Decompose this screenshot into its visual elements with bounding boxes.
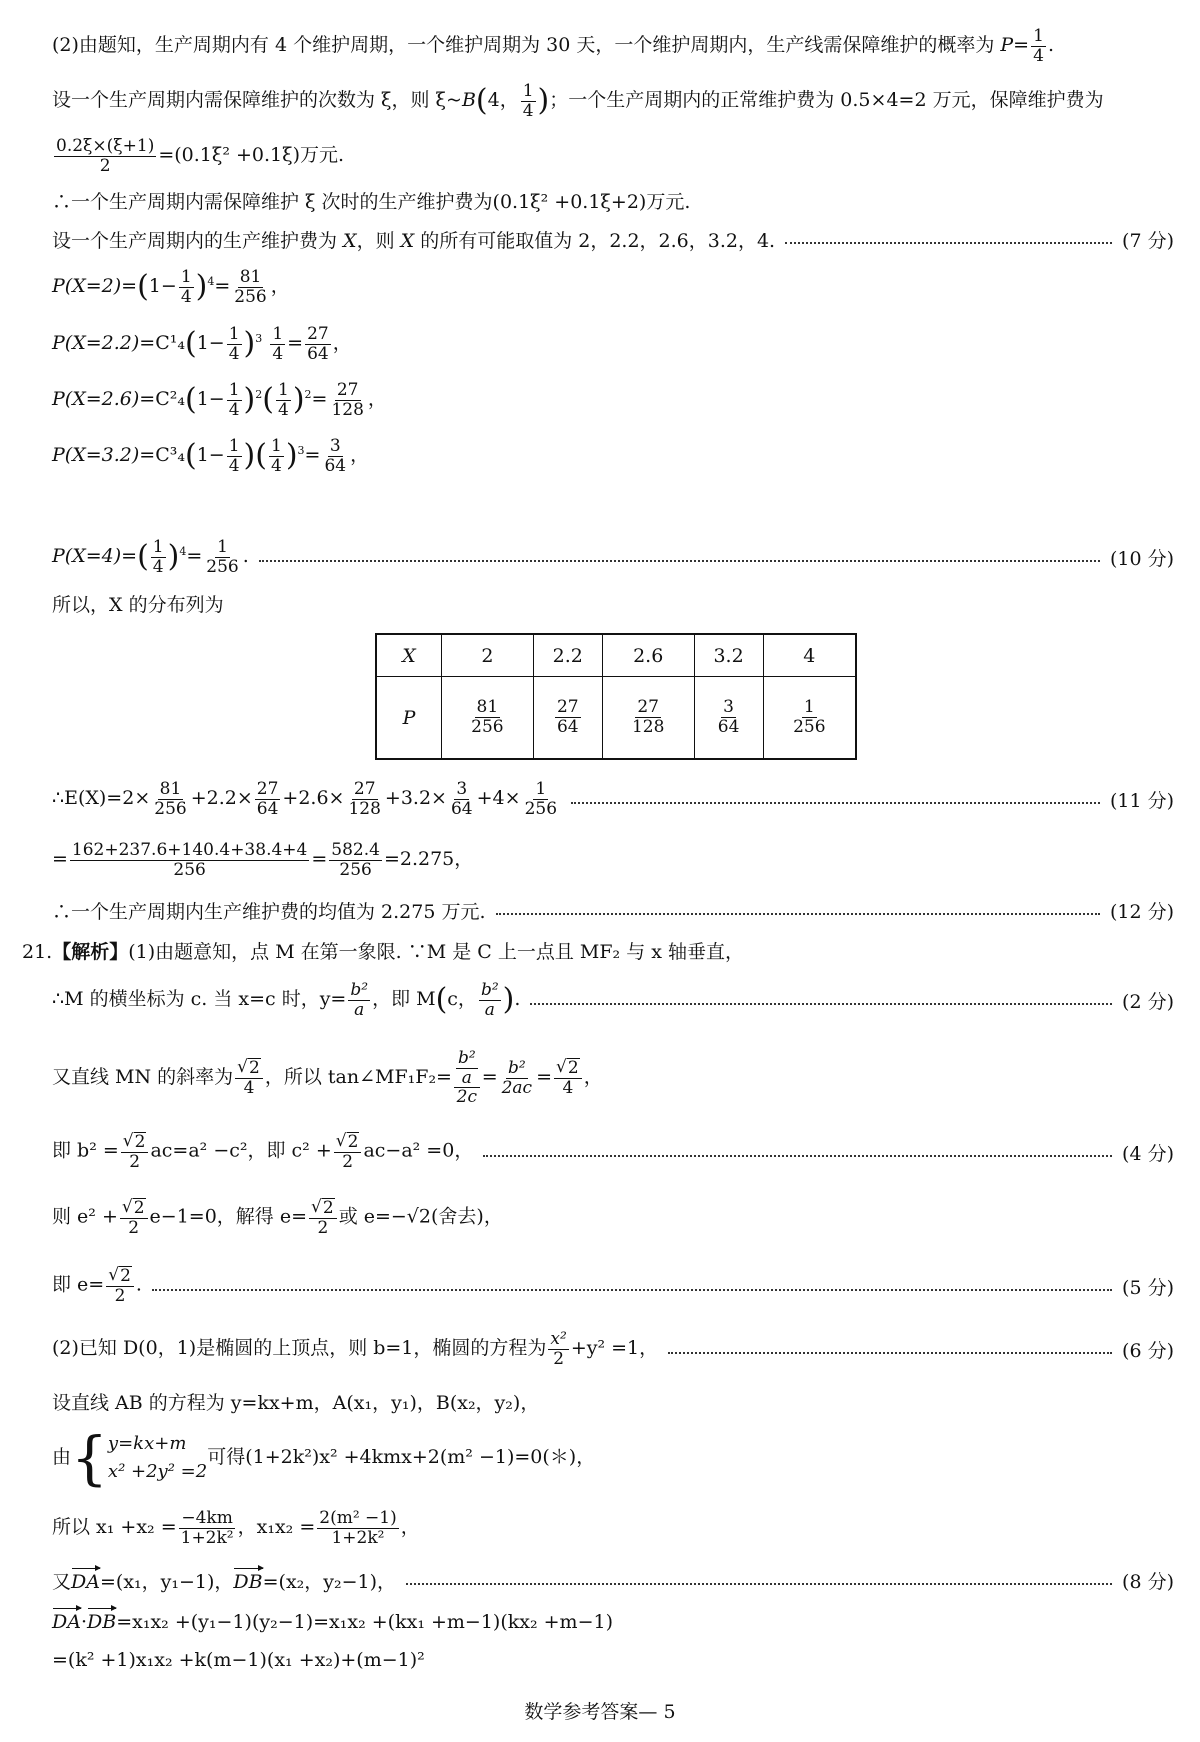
p21-line-2: ∴M 的横坐标为 c. 当 x=c 时，y= $\frac{\text{b²}}{a}$ ，即 M(c， $\frac{\text{b²}}{a}$ ). (2 分) bbox=[52, 979, 1174, 1020]
dist-intro: 所以，X 的分布列为 bbox=[52, 593, 224, 616]
expectation-line-1: ∴E(X)=2× $\frac{81}{256}$ +2.2× $\frac{27}{64}$ +2.6× $\frac{27}{128}$ +3.2× $\frac{3}{64}$ +4× $\frac{1}{256}$ (11 分) bbox=[52, 778, 1174, 819]
vector-db: DB bbox=[87, 1611, 117, 1633]
dot-leader bbox=[152, 1289, 1112, 1291]
prob-x-3-2: P(X=3.2)=C³₄(1− $\frac{1}{4}$ )( $\frac{1}{4}$ )$^3$= $\frac{3}{64}$ ， bbox=[52, 435, 370, 476]
p21-line-1: 21.【解析】(1)由题意知，点 M 在第一象限. ∵M 是 C 上一点且 MF₂ 与 x 轴垂直， bbox=[22, 940, 745, 963]
table-row bbox=[376, 677, 856, 760]
vector-da: DA bbox=[71, 1570, 100, 1593]
prob-x-2-2: P(X=2.2)=C¹₄(1− $\frac{1}{4}$ )$^3$ $\frac{1}{4}$ = $\frac{27}{64}$ ， bbox=[52, 323, 352, 364]
table-cell: $\frac{27}{128}$ bbox=[602, 677, 694, 760]
analysis-tag: 【解析】 bbox=[52, 940, 129, 963]
table-row bbox=[376, 634, 856, 677]
score-mark: (2 分) bbox=[1122, 990, 1174, 1013]
score-mark: (12 分) bbox=[1109, 900, 1174, 923]
p21-line-7: (2)已知 D(0，1)是椭圆的上顶点，则 b=1，椭圆的方程为 $\frac{\text{x²}}{2}$ +y² =1， (6 分) bbox=[52, 1328, 1174, 1369]
p21-line-10: 所以 x₁ +x₂ = $\frac{-4km}{\text{1+2k²}}$ ，x₁x₂ = $\frac{\text{2(m² −1)}}{\text{1+2k²}}$ ， bbox=[52, 1507, 420, 1548]
dot-leader bbox=[259, 560, 1100, 562]
question-number: 21. bbox=[22, 940, 53, 963]
table-header-p: P bbox=[376, 677, 442, 760]
table-cell: $\frac{1}{256}$ bbox=[763, 677, 856, 760]
equation-system: y=kx+m x² +2y² =2 bbox=[107, 1433, 208, 1482]
p20-line-5: 设一个生产周期内的生产维护费为 X，则 X 的所有可能取值为 2，2.2，2.6，3.2，4. (7 分) bbox=[52, 226, 1174, 252]
p20-conclusion: ∴一个生产周期内生产维护费的均值为 2.275 万元. (12 分) bbox=[52, 897, 1174, 923]
score-mark: (6 分) bbox=[1122, 1339, 1174, 1362]
p21-line-6: 即 e= √ 2 2 . (5 分) bbox=[52, 1265, 1174, 1306]
dot-leader bbox=[406, 1583, 1112, 1585]
vector-db: DB bbox=[233, 1570, 263, 1593]
page-footer: 数学参考答案— 5 bbox=[524, 1701, 676, 1723]
prob-x-2: P(X=2)=(1− $\frac{1}{4}$ )$^4$= $\frac{81}{256}$ ， bbox=[52, 266, 290, 307]
table-header-x: X bbox=[376, 634, 442, 677]
dot-leader bbox=[483, 1155, 1112, 1157]
p21-line-4: 即 b² = √ 2 2 ac=a² −c²，即 c² + √ 2 2 ac−a² =0， (4 分) bbox=[52, 1131, 1174, 1172]
table-cell: 2.6 bbox=[602, 634, 694, 677]
p21-line-12: DA·DB=x₁x₂ +(y₁−1)(y₂−1)=x₁x₂ +(kx₁ +m−1)(kx₂ +m−1) bbox=[52, 1611, 613, 1633]
table-cell: 3.2 bbox=[694, 634, 763, 677]
score-mark: (8 分) bbox=[1122, 1570, 1174, 1593]
p21-line-8: 设直线 AB 的方程为 y=kx+m，A(x₁，y₁)，B(x₂，y₂)， bbox=[52, 1391, 540, 1414]
vector-da: DA bbox=[52, 1611, 81, 1633]
dot-leader bbox=[530, 1003, 1112, 1005]
table-cell: 4 bbox=[763, 634, 856, 677]
expectation-line-2: = $\frac{162+237.6+140.4+38.4+4}{256}$ = $\frac{582.4}{256}$ =2.275， bbox=[52, 839, 474, 880]
prob-x-4: P(X=4)=( $\frac{1}{4}$ )$^4$= $\frac{1}{256}$ . (10 分) bbox=[52, 536, 1174, 577]
fraction: $\frac{1}{4}$ bbox=[1033, 25, 1044, 66]
distribution-table bbox=[375, 633, 857, 760]
table-cell: $\frac{3}{64}$ bbox=[694, 677, 763, 760]
p20-line-4: ∴一个生产周期内需保障维护 ξ 次时的生产维护费为(0.1ξ² +0.1ξ+2)万元. bbox=[52, 190, 691, 213]
p20-line-2: 设一个生产周期内需保障维护的次数为 ξ，则 ξ~B(4， $\frac{1}{4}$ )；一个生产周期内的正常维护费为 0.5×4=2 万元，保障维护费为 bbox=[52, 80, 1104, 121]
score-mark: (10 分) bbox=[1109, 547, 1174, 570]
score-mark: (7 分) bbox=[1122, 229, 1174, 252]
p21-line-5: 则 e² + √ 2 2 e−1=0，解得 e= √ 2 2 或 e=−√2(舍去)， bbox=[52, 1197, 503, 1238]
dot-leader bbox=[785, 242, 1112, 244]
score-mark: (11 分) bbox=[1109, 789, 1174, 812]
table-cell: $\frac{81}{256}$ bbox=[442, 677, 534, 760]
table-cell: 2 bbox=[442, 634, 534, 677]
dot-leader bbox=[571, 802, 1100, 804]
p20-line-1: (2)由题知，生产周期内有 4 个维护周期，一个维护周期为 30 天，一个维护周期内，生产线需保障维护的概率为 P= $\frac{1}{4}$ . bbox=[52, 25, 1054, 66]
dot-leader bbox=[668, 1352, 1112, 1354]
table-cell: 2.2 bbox=[533, 634, 602, 677]
score-mark: (5 分) bbox=[1122, 1276, 1174, 1299]
dot-leader bbox=[496, 913, 1100, 915]
table-cell: $\frac{27}{64}$ bbox=[533, 677, 602, 760]
prob-x-2-6: P(X=2.6)=C²₄(1− $\frac{1}{4}$ )$^2$( $\frac{1}{4}$ )$^2$= $\frac{27}{128}$ ， bbox=[52, 379, 387, 420]
p21-line-13: =(k² +1)x₁x₂ +k(m−1)(x₁ +x₂)+(m−1)² bbox=[52, 1649, 425, 1671]
p21-line-3: 又直线 MN 的斜率为 √ 2 4 ，所以 tan∠MF₁F₂= $\frac{\frac{\text{b²}}{a}}{2c}$ = $\frac{\text{b²}}{2ac}$ = √ 2 4 ， bbox=[52, 1047, 603, 1108]
p21-line-11: 又DA=(x₁，y₁−1)，DB=(x₂，y₂−1)， (8 分) bbox=[52, 1566, 1174, 1594]
p21-line-9: 由{ y=kx+m x² +2y² =2 可得(1+2k²)x² +4kmx+2(m² −1)=0(＊)， bbox=[52, 1424, 596, 1492]
score-mark: (4 分) bbox=[1122, 1142, 1174, 1165]
p20-line-3: $\frac{0.2\xi\times(\xi+1)}{2}$ =(0.1ξ² +0.1ξ)万元. bbox=[56, 135, 345, 176]
